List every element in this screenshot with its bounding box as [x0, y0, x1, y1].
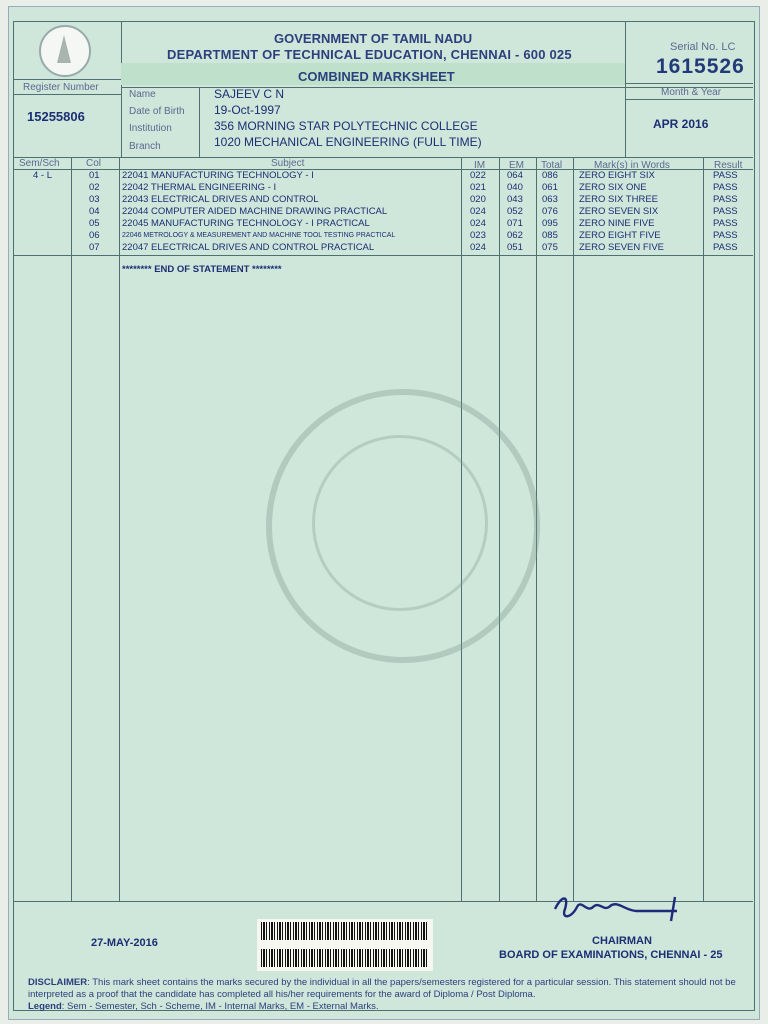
- row-col: 05: [89, 218, 100, 229]
- row-words: ZERO EIGHT SIX: [579, 170, 655, 181]
- marksheet: [8, 6, 760, 1020]
- name-label: Name: [129, 89, 156, 100]
- row-total: 063: [542, 194, 558, 205]
- row-result: PASS: [713, 170, 738, 181]
- row-words: ZERO SEVEN SIX: [579, 206, 659, 217]
- header-result: Result: [714, 160, 743, 171]
- dob-label: Date of Birth: [129, 106, 185, 117]
- row-total: 076: [542, 206, 558, 217]
- end-statement: ******** END OF STATEMENT ********: [122, 264, 282, 275]
- row-col: 04: [89, 206, 100, 217]
- row-result: PASS: [713, 230, 738, 241]
- header-total: Total: [541, 160, 563, 171]
- row-subject: 22045 MANUFACTURING TECHNOLOGY - I PRACTICAL: [122, 218, 370, 229]
- disclaimer-label: DISCLAIMER: [28, 977, 88, 988]
- student-dob: 19-Oct-1997: [214, 103, 281, 117]
- month-year: APR 2016: [653, 117, 709, 131]
- row-result: PASS: [713, 218, 738, 229]
- row-words: ZERO SIX THREE: [579, 194, 659, 205]
- emblem-logo: [39, 25, 91, 77]
- government-title: GOVERNMENT OF TAMIL NADU: [274, 31, 473, 46]
- register-number-label: Register Number: [23, 82, 99, 93]
- disclaimer-text: : This mark sheet contains the marks secured by the individual in all the papers/semesters registered for a particular session. This statement should not be interpreted as a proof that the candidate has completed all his/her requirements for the award of Diploma / Post Diploma.: [28, 977, 736, 1000]
- row-im: 024: [470, 242, 486, 253]
- row-subject: 22046 METROLOGY & MEASUREMENT AND MACHINE TOOL TESTING PRACTICAL: [122, 232, 396, 239]
- row-im: 023: [470, 230, 486, 241]
- sem-sch-value: 4 - L: [33, 170, 53, 181]
- row-subject: 22044 COMPUTER AIDED MACHINE DRAWING PRACTICAL: [122, 206, 388, 217]
- row-em: 043: [507, 194, 523, 205]
- barcode: [257, 919, 433, 971]
- row-em: 071: [507, 218, 523, 229]
- row-total: 085: [542, 230, 558, 241]
- row-subject: 22047 ELECTRICAL DRIVES AND CONTROL PRACTICAL: [122, 242, 375, 253]
- row-result: PASS: [713, 182, 738, 193]
- header-em: EM: [509, 160, 524, 171]
- issue-date: 27-MAY-2016: [91, 937, 158, 949]
- chairman-title: CHAIRMAN: [592, 935, 652, 947]
- row-total: 075: [542, 242, 558, 253]
- row-im: 022: [470, 170, 486, 181]
- legend-text: : Sem - Semester, Sch - Scheme, IM - Internal Marks, EM - External Marks.: [61, 1001, 379, 1012]
- row-col: 02: [89, 182, 100, 193]
- document-title: COMBINED MARKSHEET: [298, 69, 455, 84]
- student-name: SAJEEV C N: [214, 87, 285, 101]
- serial-label: Serial No. LC: [670, 41, 736, 53]
- board-name: BOARD OF EXAMINATIONS, CHENNAI - 25: [499, 949, 723, 961]
- row-em: 062: [507, 230, 523, 241]
- row-words: ZERO SEVEN FIVE: [579, 242, 664, 253]
- student-branch: 1020 MECHANICAL ENGINEERING (FULL TIME): [214, 135, 482, 149]
- row-words: ZERO NINE FIVE: [579, 218, 655, 229]
- row-words: ZERO SIX ONE: [579, 182, 647, 193]
- row-subject: 22042 THERMAL ENGINEERING - I: [122, 182, 277, 193]
- student-institution: 356 MORNING STAR POLYTECHNIC COLLEGE: [214, 119, 478, 133]
- row-em: 052: [507, 206, 523, 217]
- row-words: ZERO EIGHT FIVE: [579, 230, 661, 241]
- header-im: IM: [474, 160, 486, 171]
- row-im: 020: [470, 194, 486, 205]
- branch-label: Branch: [129, 141, 161, 152]
- department-title: DEPARTMENT OF TECHNICAL EDUCATION, CHENNAI - 600 025: [167, 47, 572, 62]
- header-marks-words: Mark(s) in Words: [594, 160, 670, 171]
- institution-label: Institution: [129, 123, 172, 134]
- row-col: 01: [89, 170, 100, 181]
- row-subject: 22041 MANUFACTURING TECHNOLOGY - I: [122, 170, 314, 181]
- month-year-label: Month & Year: [661, 87, 722, 98]
- header-sem-sch: Sem/Sch: [19, 158, 60, 169]
- row-result: PASS: [713, 242, 738, 253]
- row-result: PASS: [713, 194, 738, 205]
- serial-number: 1615526: [656, 55, 745, 78]
- row-col: 06: [89, 230, 100, 241]
- legend-label: Legend: [28, 1001, 62, 1012]
- row-im: 021: [470, 182, 486, 193]
- row-em: 040: [507, 182, 523, 193]
- row-im: 024: [470, 218, 486, 229]
- row-col: 03: [89, 194, 100, 205]
- register-number: 15255806: [27, 109, 85, 124]
- header-subject: Subject: [271, 158, 305, 169]
- row-result: PASS: [713, 206, 738, 217]
- row-total: 086: [542, 170, 558, 181]
- row-subject: 22043 ELECTRICAL DRIVES AND CONTROL: [122, 194, 319, 205]
- seal-watermark: [266, 389, 540, 663]
- row-total: 095: [542, 218, 558, 229]
- row-col: 07: [89, 242, 100, 253]
- row-em: 064: [507, 170, 523, 181]
- row-total: 061: [542, 182, 558, 193]
- disclaimer: [28, 977, 758, 1013]
- header-col: Col: [86, 158, 102, 169]
- row-im: 024: [470, 206, 486, 217]
- signature: [547, 889, 697, 927]
- row-em: 051: [507, 242, 523, 253]
